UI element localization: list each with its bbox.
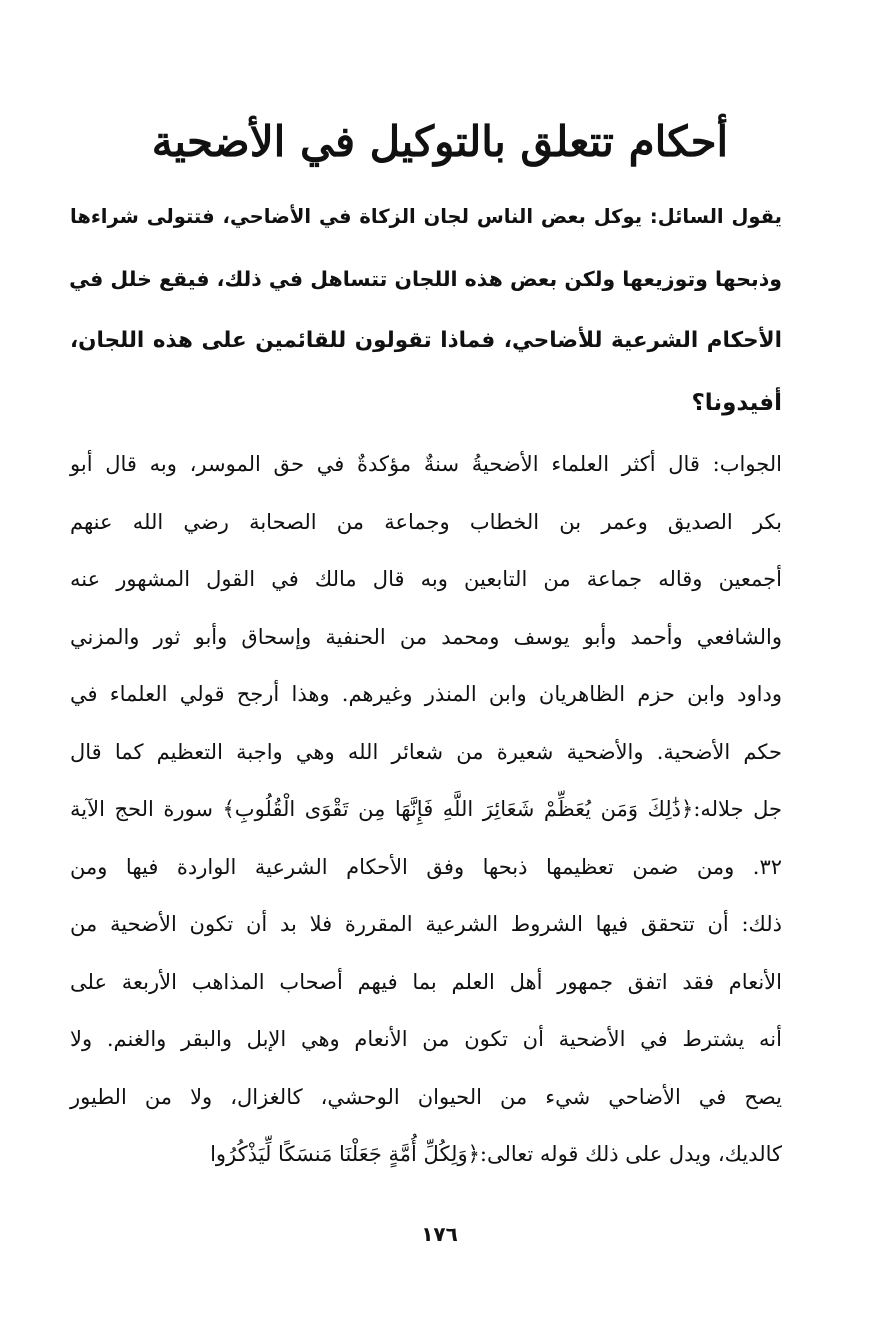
page-number: ١٧٦ [421,1222,458,1246]
answer-paragraph [70,436,782,1184]
answer-line: والشافعي وأحمد وأبو يوسف ومحمد من الحنفية وإسحاق وأبو ثور والمزني [70,624,782,649]
answer-line: الجواب: قال أكثر العلماء الأضحيةُ سنةٌ مؤكدةٌ في حق الموسر، وبه قال أبو [70,452,782,476]
answer-line-with-quran-verse: كالديك، ويدل على ذلك قوله تعالى:﴿وَلِكُلِّ أُمَّةٍ جَعَلْنَا مَنسَكًا لِّيَذْكُرُوا [210,1142,782,1166]
question-line: يقول السائل: يوكل بعض الناس لجان الزكاة في الأضاحي، فتتولى شراءها [70,205,782,228]
answer-line: الأنعام فقد اتفق جمهور أهل العلم بما فيهم أصحاب المذاهب الأربعة على [70,969,782,994]
answer-line-with-quran-verse: جل جلاله:﴿ذَٰلِكَ وَمَن يُعَظِّمْ شَعَائِرَ اللَّهِ فَإِنَّهَا مِن تَقْوَى الْقُلُوبِ﴾ سورة الحج الآية [70,797,782,821]
answer-line: وداود وابن حزم الظاهريان وابن المنذر وغيرهم. وهذا أرجح قولي العلماء في [70,682,782,706]
question-paragraph [70,186,782,434]
answer-line: أجمعين وقاله جماعة من التابعين وبه قال مالك في القول المشهور عنه [70,567,782,591]
answer-line: يصح في الأضاحي شيء من الحيوان الوحشي، كالغزال، ولا من الطيور [70,1084,782,1109]
answer-line: بكر الصديق وعمر بن الخطاب وجماعة من الصحابة رضي الله عنهم [70,509,782,534]
question-line: الأحكام الشرعية للأضاحي، فماذا تقولون للقائمين على هذه اللجان، [70,328,782,353]
page-title: أحكام تتعلق بالتوكيل في الأضحية [151,117,729,166]
answer-line: أنه يشترط في الأضحية أن تكون من الأنعام وهي الإبل والبقر والغنم. ولا [70,1027,782,1051]
question-line: وذبحها وتوزيعها ولكن بعض هذه اللجان تتساهل في ذلك، فيقع خلل في [69,267,782,291]
question-line: أفيدونا؟ [691,390,782,416]
answer-line: حكم الأضحية. والأضحية شعيرة من شعائر الله وهي واجبة التعظيم كما قال [70,739,782,764]
answer-line: ٣٢. ومن ضمن تعظيمها ذبحها وفق الأحكام الشرعية الواردة فيها ومن [70,854,782,879]
answer-line: ذلك: أن تتحقق فيها الشروط الشرعية المقررة فلا بد أن تكون الأضحية من [70,912,782,936]
